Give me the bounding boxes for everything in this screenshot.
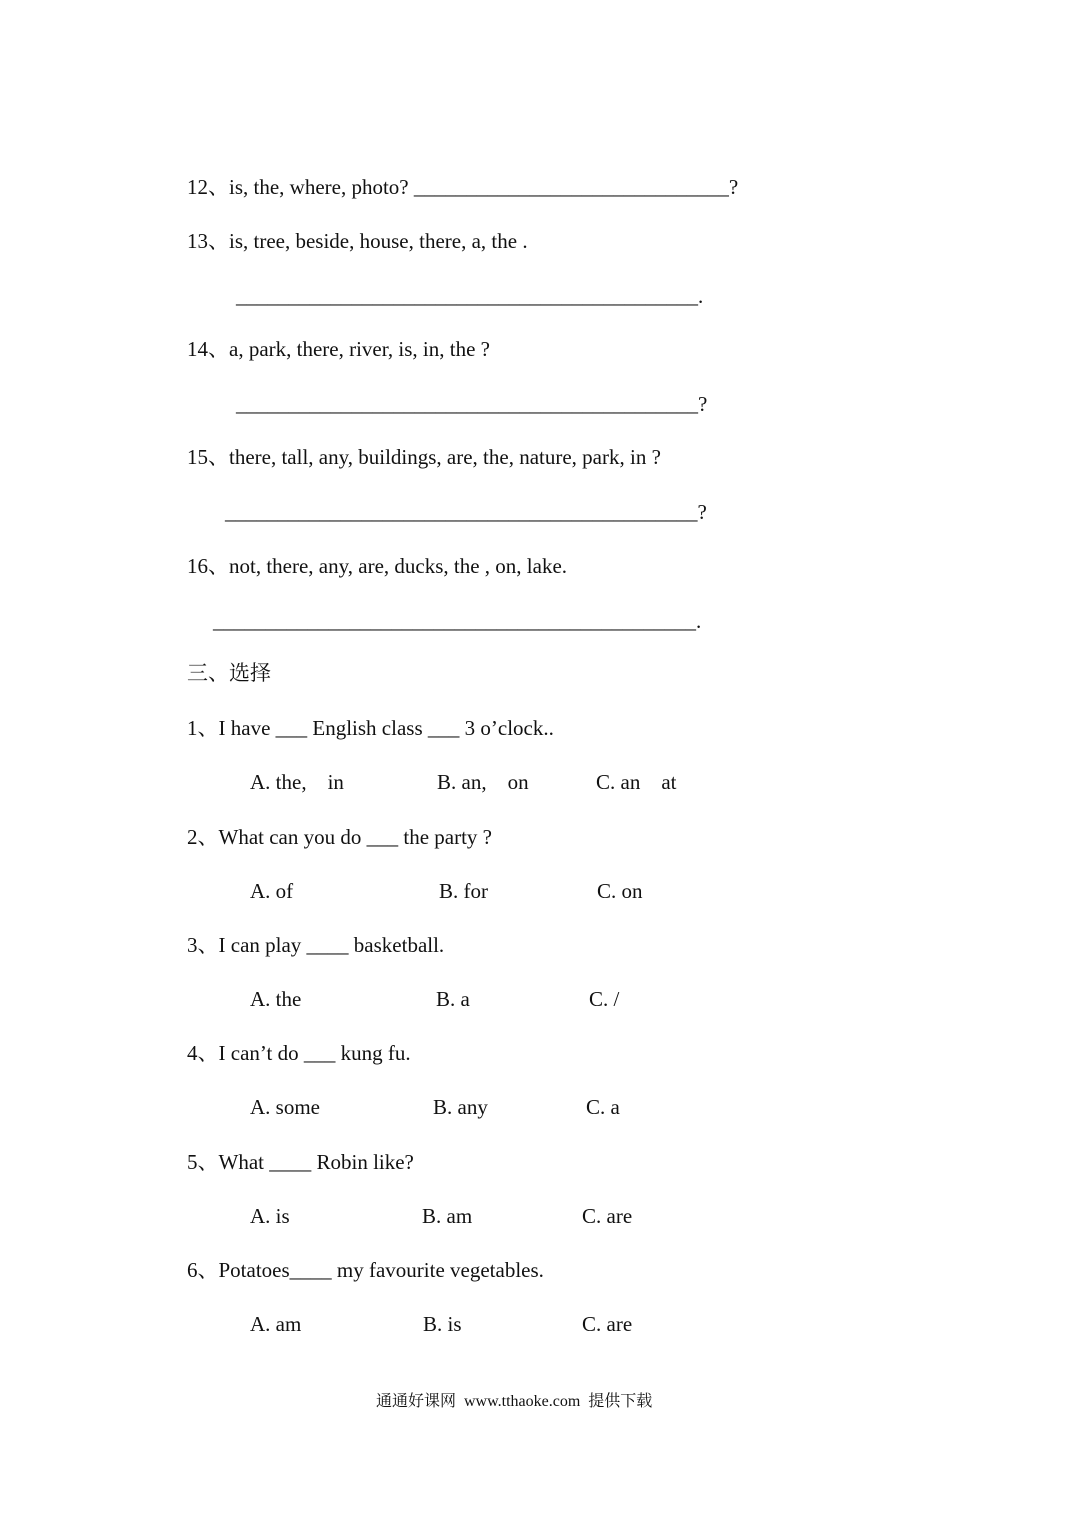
option-3c: C. / [589,987,620,1011]
option-2b: B. for [439,879,488,903]
choice-question-5: 5、What ____ Robin like? [187,1150,414,1174]
answer-line-14: ____________________________________________? [236,392,708,416]
option-4b: B. any [433,1095,488,1119]
footer-source: 通通好课网 www.tthaoke.com 提供下载 [376,1393,653,1410]
option-2a: A. of [250,879,294,903]
option-6b: B. is [423,1312,462,1336]
option-5b: B. am [422,1204,473,1228]
option-2c: C. on [597,879,643,903]
choice-question-4: 4、I can’t do ___ kung fu. [187,1041,411,1065]
answer-line-16: ______________________________________________. [213,609,702,633]
option-5a: A. is [250,1204,290,1228]
choice-question-3: 3、I can play ____ basketball. [187,933,445,957]
option-3a: A. the [250,987,302,1011]
option-4a: A. some [250,1095,320,1119]
option-1c: C. an at [596,770,677,794]
option-1b: B. an, on [437,770,529,794]
answer-line-13: ____________________________________________. [236,284,704,308]
option-3b: B. a [436,987,470,1011]
answer-line-15: _____________________________________________? [225,500,707,524]
option-6c: C. are [582,1312,633,1336]
question-16: 16、not, there, any, are, ducks, the , on, lake. [187,554,568,578]
choice-question-6: 6、Potatoes____ my favourite vegetables. [187,1258,544,1282]
choice-question-2: 2、What can you do ___ the party ? [187,825,492,849]
option-5c: C. are [582,1204,633,1228]
option-1a: A. the, in [250,770,344,794]
option-4c: C. a [586,1095,620,1119]
option-6a: A. am [250,1312,302,1336]
question-12: 12、is, the, where, photo? ______________________________? [187,175,739,199]
section-title-choice: 三、选择 [187,661,271,685]
question-14: 14、a, park, there, river, is, in, the ? [187,337,490,361]
choice-question-1: 1、I have ___ English class ___ 3 o’clock.. [187,716,554,740]
question-15: 15、there, tall, any, buildings, are, the, nature, park, in ? [187,445,661,469]
question-13: 13、is, tree, beside, house, there, a, the . [187,229,528,253]
